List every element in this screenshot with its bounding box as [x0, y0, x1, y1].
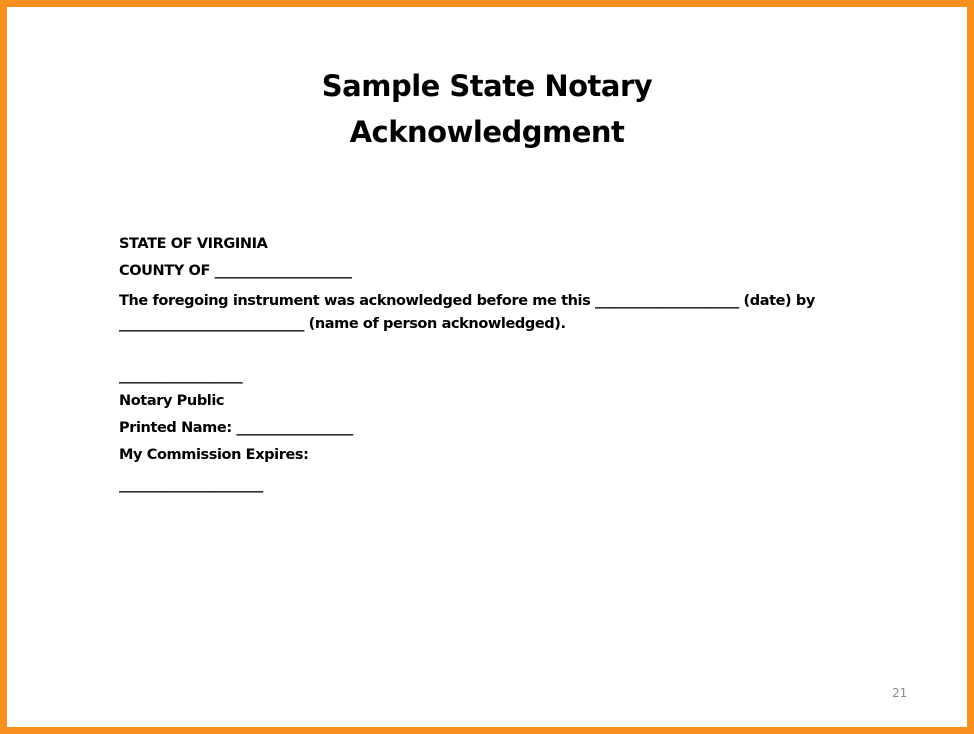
title-line-2: Acknowledgment	[349, 115, 625, 149]
title-line-1: Sample State Notary	[321, 69, 653, 103]
document-title	[7, 63, 967, 155]
page-number: 21	[892, 686, 908, 700]
commission-expires-label: My Commission Expires:	[119, 447, 309, 463]
commission-expires-line: _____________________	[119, 477, 263, 493]
signature-line: __________________	[119, 368, 243, 384]
county-line: COUNTY OF ____________________	[119, 263, 352, 279]
paragraph-line-2: ___________________________ (name of person acknowledged).	[119, 316, 566, 332]
printed-name-line: Printed Name: _________________	[119, 420, 353, 436]
state-line: STATE OF VIRGINIA	[119, 236, 268, 252]
acknowledgment-paragraph	[119, 290, 879, 336]
paragraph-line-1: The foregoing instrument was acknowledged before me this _____________________ (date) by	[119, 293, 815, 309]
notary-public-label: Notary Public	[119, 393, 225, 409]
